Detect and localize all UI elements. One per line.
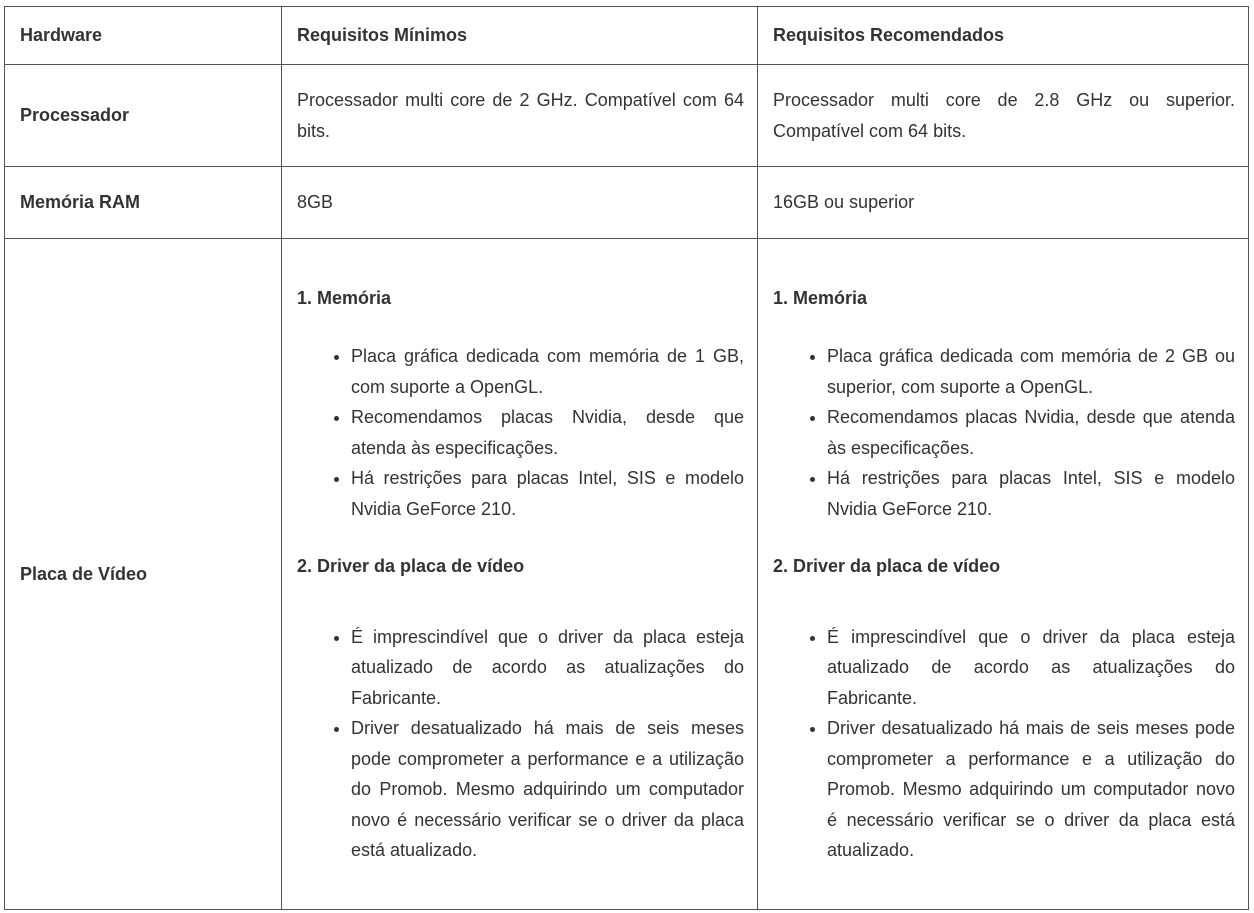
rec-memory-title: 1. Memória xyxy=(773,287,868,308)
list-item: • É imprescindível que o driver da placa esteja atualizado de acordo as atualizações do Fabricante. xyxy=(351,622,744,714)
rec-memory-list xyxy=(773,341,1235,524)
rec-driver-list xyxy=(773,622,1235,866)
header-hardware: Hardware xyxy=(5,7,282,65)
row-label-ram: Memória RAM xyxy=(5,167,282,239)
list-item: • Driver desatualizado há mais de seis meses pode comprometer a performance e a utilização do Promob. Mesmo adquirindo um computador novo é necessário verificar se o driver da placa está atualizado. xyxy=(827,713,1235,866)
min-driver-title: 2. Driver da placa de vídeo xyxy=(297,556,525,576)
requirements-table xyxy=(4,6,1249,910)
min-memory-list xyxy=(297,341,744,524)
table-row-processor xyxy=(5,65,1249,167)
row-label-video-card: Placa de Vídeo xyxy=(5,239,282,910)
list-item: • Recomendamos placas Nvidia, desde que atenda às especificações. xyxy=(827,402,1235,463)
row-label-processor: Processador xyxy=(5,65,282,167)
list-item: • Há restrições para placas Intel, SIS e modelo Nvidia GeForce 210. xyxy=(351,463,744,524)
table-row-ram xyxy=(5,167,1249,239)
table-header-row xyxy=(5,7,1249,65)
video-rec-cell xyxy=(758,239,1249,910)
list-item: • É imprescindível que o driver da placa esteja atualizado de acordo as atualizações do Fabricante. xyxy=(827,622,1235,714)
processor-rec-cell: Processador multi core de 2.8 GHz ou superior. Compatível com 64 bits. xyxy=(758,65,1249,167)
list-item: • Recomendamos placas Nvidia, desde que atenda às especificações. xyxy=(351,402,744,463)
processor-min-cell: Processador multi core de 2 GHz. Compatível com 64 bits. xyxy=(282,65,758,167)
header-min-requirements: Requisitos Mínimos xyxy=(282,7,758,65)
min-driver-list xyxy=(297,622,744,866)
list-item: • Driver desatualizado há mais de seis meses pode comprometer a performance e a utilização do Promob. Mesmo adquirindo um computador novo é necessário verificar se o driver da placa está atualizado. xyxy=(351,713,744,866)
table-row-video-card xyxy=(5,239,1249,910)
list-item: • Há restrições para placas Intel, SIS e modelo Nvidia GeForce 210. xyxy=(827,463,1235,524)
video-min-cell xyxy=(282,239,758,910)
ram-rec-cell: 16GB ou superior xyxy=(758,167,1249,239)
header-recommended-requirements: Requisitos Recomendados xyxy=(758,7,1249,65)
list-item: • Placa gráfica dedicada com memória de 1 GB, com suporte a OpenGL. xyxy=(351,341,744,402)
rec-driver-title: 2. Driver da placa de vídeo xyxy=(773,556,1001,576)
list-item: • Placa gráfica dedicada com memória de 2 GB ou superior, com suporte a OpenGL. xyxy=(827,341,1235,402)
min-memory-title: 1. Memória xyxy=(297,287,392,308)
ram-min-cell: 8GB xyxy=(282,167,758,239)
